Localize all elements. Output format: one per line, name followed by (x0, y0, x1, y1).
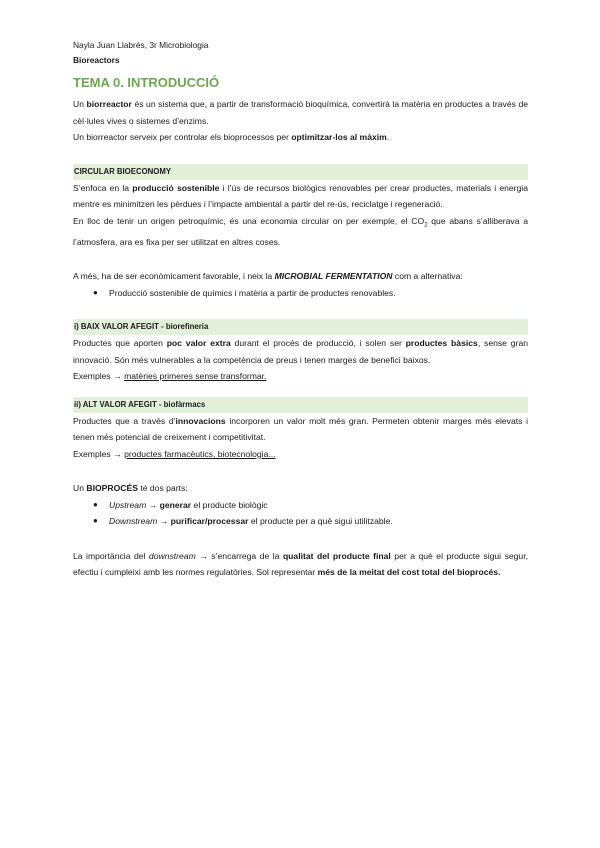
circular-bullet-list (73, 285, 528, 302)
text-run: Exemples → (73, 448, 125, 459)
text-run: que abans s’alliberava a l’atmosfera, ara es fixa per ser utilitzat en altres coses. (73, 215, 528, 247)
text-run: com a alternativa: (392, 271, 463, 282)
page-header (73, 38, 208, 68)
text-run: és un sistema que, a partir de transformació bioquímica, convertirà la matèria en productes a través de cèl·lules vives o sistemes d’enzims. (73, 99, 528, 126)
emphasis-innovations: innovacions (175, 415, 226, 426)
circular-paragraph-2 (73, 213, 528, 251)
text-run: , sense gran innovació. Són més vulnerables a la competència de preus i tenen marges de benefici baixos. (73, 338, 528, 365)
text-run: el producte biològic (191, 499, 268, 510)
term-bioprocess: BIOPROCÉS (86, 483, 138, 494)
text-run: durant el procés de producció, i solen ser (230, 338, 406, 349)
bioprocess-bullet-list (73, 497, 528, 530)
list-item (93, 497, 528, 514)
examples-underlined: productes farmacèutics, biotecnologia... (124, 448, 276, 459)
text-run: Un (73, 99, 87, 109)
intro-paragraph-2 (73, 129, 528, 146)
arrow-text: → (146, 499, 160, 510)
text-run: per a què el producte sigui segur, efectiu i cumpleixi amb les normes regulatòries. Sol representar (73, 550, 528, 578)
heading-low-value: i) BAIX VALOR AFEGIT - biorefineria (73, 319, 528, 335)
high-value-paragraph (73, 413, 528, 446)
text-run: En lloc de tenir un origen petroquímic, és una economia circular on per exemple, el CO (73, 215, 425, 226)
bioprocess-intro (73, 480, 528, 497)
high-value-examples (73, 446, 528, 463)
arrow-text: → (157, 516, 171, 527)
emphasis-basic-products: productes bàsics (405, 338, 478, 349)
header-subject: Bioreactors (73, 55, 120, 65)
text-run: Un (73, 483, 87, 494)
intro-paragraph-1 (73, 96, 528, 129)
emphasis-generate: generar (159, 499, 192, 510)
term-sustainable-production: producció sostenible (132, 182, 220, 193)
text-run: La importància del (73, 550, 149, 561)
heading-circular-bioeconomy: CIRCULAR BIOECONOMY (73, 164, 528, 180)
text-run: Productes que aporten (73, 338, 167, 349)
examples-underlined: matèries primeres sense transformar. (124, 371, 267, 382)
low-value-examples (73, 368, 528, 385)
bullet-icon: ● (93, 287, 98, 297)
subscript-2: 2 (424, 222, 428, 229)
downstream-paragraph (73, 548, 528, 581)
low-value-paragraph (73, 335, 528, 368)
text-run: S’enfoca en la (73, 182, 133, 193)
emphasis-optimize: optimitzar-los al màxim (291, 132, 387, 142)
section-title: TEMA 0. INTRODUCCIÓ (73, 75, 220, 90)
emphasis-cost-share: més de la meitat del cost total del bioprocés. (317, 567, 501, 578)
text-run: Productes que a través d’ (73, 415, 176, 426)
text-run: el producte per a què sigui utilitzable. (248, 516, 393, 527)
text-run: incorporen un valor molt més gran. Permeten obtenir marges més elevats i tenen més potencial de creixement i competitivitat. (73, 415, 528, 443)
text-run: A més, ha de ser econòmicament favorable, i neix la (73, 271, 275, 282)
text-run: té dos parts: (137, 483, 188, 494)
bullet-icon: ● (93, 499, 98, 509)
heading-high-value: ii) ALT VALOR AFEGIT - biofàrmacs (73, 397, 528, 413)
circular-paragraph-3 (73, 268, 528, 285)
document-body (73, 71, 528, 581)
text-run: . (386, 132, 390, 142)
emphasis-purify: purificar/processar (170, 516, 249, 527)
emphasis-low-extra-value: poc valor extra (166, 338, 231, 349)
circular-paragraph-1 (73, 180, 528, 213)
text-run: Exemples → (73, 371, 125, 382)
header-author: Nayla Juan Llabrés, 3r Microbiologia (73, 40, 209, 50)
list-item-text: Producció sostenible de químics i matèria a partir de productes renovables. (109, 287, 396, 298)
text-run: Un biorreactor serveix per controlar els bioprocessos per (73, 132, 292, 142)
term-upstream: Upstream (109, 499, 147, 510)
text-run: → s’encarrega de la (195, 550, 283, 561)
emphasis-final-quality: qualitat del producte final (282, 550, 391, 561)
bullet-icon: ● (93, 516, 98, 526)
term-downstream: Downstream (109, 516, 158, 527)
term-downstream-inline: downstream (148, 550, 196, 561)
text-run: i l’ús de recursos biològics renovables per crear productes, materials i energia mentre es minimitzen les pèrdues i l’impacte ambiental a partir del re-ús, reciclatge i regeneració. (73, 182, 528, 209)
list-item (93, 513, 528, 530)
term-biorreactor: biorreactor (86, 99, 132, 109)
term-microbial-fermentation: MICROBIAL FERMENTATION (274, 271, 393, 282)
list-item (93, 285, 528, 302)
